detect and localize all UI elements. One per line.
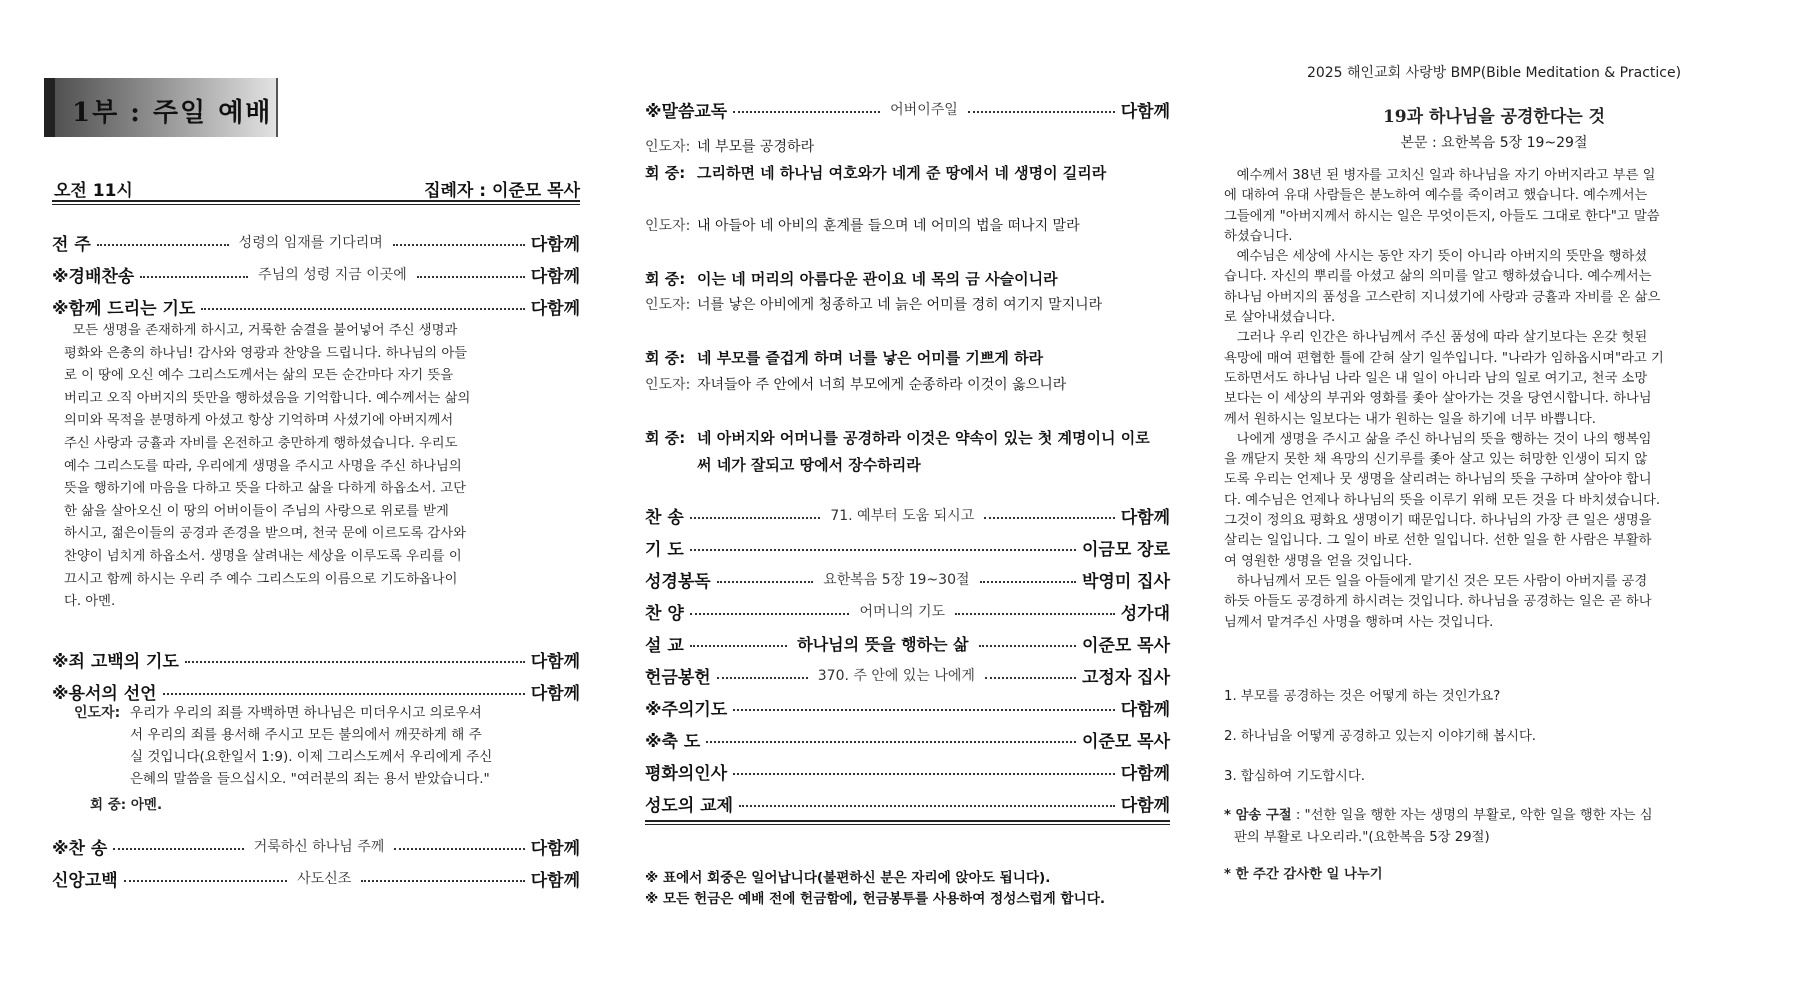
text-line: 뜻을 행하기에 마음을 다하고 뜻을 다하고 삶을 다하게 하옵소서. 고단 (64, 481, 466, 497)
text-line: 욕망에 매여 편협한 틀에 갇혀 살기 일쑤입니다. "나라가 임하옵시며"라고 기 (1224, 350, 1664, 366)
memory-label: * 암송 구절 (1224, 808, 1292, 823)
dot-leader (985, 677, 1076, 679)
order-row (52, 645, 580, 673)
litany-text: 네 부모를 공경하라 (697, 139, 815, 155)
litany-text: 이는 네 머리의 아름다운 관이요 네 목의 금 사슬이니라 (697, 270, 1058, 288)
row-label: 헌금봉헌 (645, 667, 711, 688)
litany-leader-line (645, 372, 1165, 399)
row-label: ※축 도 (645, 731, 701, 752)
row-value: 다함께 (530, 651, 580, 672)
dot-leader (980, 581, 1076, 583)
order-row (645, 501, 1170, 529)
litany-text: 너를 낳은 아비에게 청종하고 네 늙은 어미를 경히 여기지 말지니라 (697, 297, 1103, 313)
row-value: 다함께 (1120, 101, 1170, 122)
row-value: 다함께 (1120, 763, 1170, 784)
row-label: 성도의 교제 (645, 795, 734, 816)
memory-line-1: : "선한 일을 행한 자는 생명의 부활로, 악한 일을 행한 자는 심 (1291, 808, 1653, 823)
question-3: 3. 합심하여 기도합시다. (1224, 769, 1365, 784)
row-detail: 370. 주 안에 있는 나에게 (817, 668, 975, 684)
dot-leader (163, 693, 525, 695)
text-line: 에 대하여 유대 사람들은 분노하여 예수를 죽이려고 했습니다. 예수께서는 (1224, 188, 1648, 204)
order-row (52, 864, 580, 892)
speaker: 인도자: (645, 139, 691, 155)
order-row (52, 832, 580, 860)
row-detail: 어머니의 기도 (859, 604, 946, 620)
share-prompt: * 한 주간 감사한 일 나누기 (1224, 867, 1383, 882)
dot-leader (361, 880, 524, 882)
row-label: ※용서의 선언 (52, 683, 157, 704)
text-line: 보다는 이 세상의 부귀와 영화를 좇아 살아가는 것을 당연시합니다. 하나님 (1224, 391, 1652, 407)
litany-congregation-line (645, 266, 1165, 293)
order-row (52, 260, 580, 288)
row-value: 다함께 (530, 870, 580, 891)
litany-congregation-line (645, 345, 1165, 372)
order-row (645, 565, 1170, 593)
row-label: 설 교 (645, 635, 684, 656)
text-line: 님께서 맡겨주신 사명을 행하며 사는 것입니다. (1224, 614, 1494, 630)
row-value: 이금모 장로 (1081, 539, 1170, 560)
litany-text: 네 부모를 즐겁게 하며 너를 낳은 어미를 기쁘게 하라 (697, 349, 1044, 367)
note-line: ※ 표에서 회중은 일어납니다(불편하신 분은 자리에 앉아도 됩니다). (645, 870, 1051, 886)
text-line: 다. 아멘. (64, 594, 116, 610)
row-label: 신앙고백 (52, 870, 118, 891)
absolution-text (130, 702, 570, 790)
text-line: 께서 원하시는 일보다는 내가 원하는 일을 하기에 너무 바쁩니다. (1224, 411, 1597, 427)
row-detail: 하나님의 뜻을 행하는 삶 (797, 634, 969, 654)
row-label: 평화의인사 (645, 763, 728, 784)
dot-leader (717, 581, 813, 583)
dot-leader (140, 276, 248, 278)
row-value: 다함께 (530, 298, 580, 319)
note-line: ※ 모든 헌금은 예배 전에 헌금함에, 헌금봉투를 사용하여 정성스럽게 합니다. (645, 891, 1106, 907)
speaker: 인도자: (645, 377, 691, 393)
order-row (645, 789, 1170, 817)
row-value: 다함께 (530, 838, 581, 859)
litany-congregation-line (645, 160, 1165, 187)
speaker: 인도자: (645, 297, 691, 313)
text-line: 그것이 정의요 평화요 생명이기 때문입니다. 하나님의 가장 큰 일은 생명을 (1224, 513, 1652, 529)
dot-leader (690, 549, 1076, 551)
text-line: 로 살아내셨습니다. (1224, 310, 1336, 326)
order-row (645, 725, 1170, 753)
dot-leader (733, 111, 880, 113)
text-line: 살리는 일입니다. 그 일이 바로 선한 일입니다. 선한 일을 한 사람은 부활하 (1224, 533, 1652, 549)
row-value: 다함께 (1120, 507, 1171, 528)
dot-leader (97, 244, 229, 246)
text-line: 하듯 아들도 공경하게 하시려는 것입니다. 하나님을 공경하는 일은 곧 하나 (1224, 594, 1652, 610)
row-value: 이준모 목사 (1081, 635, 1171, 656)
text-line: 우리가 우리의 죄를 자백하면 하나님은 미더우시고 의로우셔 (130, 705, 482, 721)
row-value: 다함께 (530, 683, 580, 704)
text-line: 로 이 땅에 오신 예수 그리스도께서는 삶의 모든 순간마다 자기 뜻을 (64, 368, 454, 384)
speaker: 회 중: (645, 164, 686, 182)
dot-leader (113, 848, 243, 850)
row-detail: 거룩하신 하나님 주께 (253, 839, 385, 855)
dot-leader (979, 645, 1076, 647)
section-title-box (44, 78, 278, 137)
order-row (52, 292, 580, 320)
dot-leader (394, 848, 524, 850)
text-line: 예수께서 38년 된 병자를 고치신 일과 하나님을 자기 아버지라고 부른 일 (1224, 168, 1656, 183)
dot-leader (984, 517, 1115, 519)
study-header: 2025 해인교회 사랑방 BMP(Bible Meditation & Practice) (1306, 65, 1682, 81)
row-value: 다함께 (530, 234, 580, 255)
dot-leader (739, 805, 1115, 807)
row-label: ※찬 송 (52, 838, 108, 859)
row-value: 다함께 (530, 266, 580, 287)
litany-leader-line (645, 213, 1165, 240)
memory-verse (1224, 805, 1764, 849)
text-line: 그들에게 "아버지께서 하시는 일은 무엇이든지, 아들도 그대로 한다"고 말씀 (1224, 208, 1660, 224)
row-value: 다함께 (1120, 699, 1170, 720)
text-line: 하나님 아버지의 품성을 고스란히 지니셨기에 사랑과 긍휼과 자비를 온 삶으 (1224, 289, 1661, 305)
dot-leader (690, 517, 821, 519)
text-line: 예수님은 세상에 사시는 동안 자기 뜻이 아니라 아버지의 뜻만을 행하셨 (1224, 249, 1648, 265)
text-line: 실 것입니다(요한일서 1:9). 이제 그리스도께서 우리에게 주신 (130, 749, 493, 765)
text-line: 서 우리의 죄를 용서해 주시고 모든 불의에서 깨끗하게 해 주 (130, 727, 482, 743)
row-detail: 주님의 성령 지금 이곳에 (258, 267, 407, 283)
speaker: 인도자: (645, 218, 691, 234)
lesson-title: 19과 하나님을 공경한다는 것 (1382, 107, 1606, 127)
text-line: 버리고 오직 아버지의 뜻만을 행하셨음을 기억합니다. 예수께서는 삶의 (64, 390, 471, 406)
speaker: 회 중: (645, 349, 686, 367)
row-label: ※함께 드리는 기도 (52, 298, 196, 319)
text-line: 다. 예수님은 언제나 하나님의 뜻을 이루기 위해 모든 것을 다 바치셨습니다. (1224, 492, 1661, 508)
order-row (645, 629, 1170, 657)
dot-leader (201, 308, 524, 310)
speaker: 회 중: (645, 270, 686, 288)
title-accent-bar (44, 78, 55, 137)
text-line: 나에게 생명을 주시고 삶을 주신 하나님의 뜻을 행하는 것이 나의 행복임 (1224, 431, 1652, 447)
text-line: 찬양이 넘치게 하옵소서. 생명을 살려내는 세상을 이루도록 우리를 이 (64, 548, 462, 564)
row-label: 찬 양 (645, 603, 684, 624)
row-detail: 어버이주일 (890, 102, 958, 118)
notes (645, 868, 1170, 910)
row-label: 전 주 (52, 234, 91, 255)
dot-leader (417, 276, 525, 278)
order-row (645, 661, 1170, 689)
responsive-reading-row (645, 95, 1170, 123)
row-label: ※말씀교독 (645, 101, 728, 122)
question-1: 1. 부모를 공경하는 것은 어떻게 하는 것인가요? (1224, 689, 1501, 704)
row-detail: 요한복음 5장 19~30절 (823, 572, 970, 588)
order-row (645, 597, 1170, 625)
presider: 집례자 : 이준모 목사 (424, 181, 580, 201)
text-line: 하나님께서 모든 일을 아들에게 맡기신 것은 모든 사람이 아버지를 공경 (1224, 573, 1648, 589)
litany-congregation-line (645, 425, 1165, 479)
row-label: 성경봉독 (645, 571, 711, 592)
row-value: 성가대 (1120, 603, 1170, 624)
text-line: 끄시고 함께 하시는 우리 주 예수 그리스도의 이름으로 기도하옵나이 (64, 571, 458, 587)
dot-leader (706, 741, 1076, 743)
litany-leader-line (645, 292, 1165, 319)
litany-text: 자녀들아 주 안에서 너희 부모에게 순종하라 이것이 옳으니라 (697, 377, 1067, 393)
section-title: 1부 : 주일 예배 (72, 98, 273, 128)
text-line: 예수 그리스도를 따라, 우리에게 생명을 주시고 사명을 주신 하나님의 (64, 458, 462, 474)
dot-leader (690, 645, 787, 647)
text-line: 하시고, 젊은이들의 공경과 존경을 받으며, 천국 문에 이르도록 감사와 (64, 526, 466, 542)
row-detail: 성령의 임재를 기다리며 (238, 235, 383, 251)
litany-text: 내 아들아 네 아비의 훈계를 들으며 네 어미의 법을 떠나지 말라 (697, 218, 1080, 234)
text-line: 하셨습니다. (1224, 228, 1293, 244)
row-value: 박영미 집사 (1081, 571, 1171, 592)
dot-leader (968, 111, 1115, 113)
row-label: ※경배찬송 (52, 266, 135, 287)
order-row (645, 533, 1170, 561)
order-row (645, 757, 1170, 785)
dot-leader (733, 709, 1115, 711)
order-row (52, 228, 580, 256)
litany-leader-line (645, 134, 1165, 161)
text-line: 주신 사랑과 긍휼과 자비를 온전하고 충만하게 행하셨습니다. 우리도 (64, 435, 458, 451)
row-label: ※죄 고백의 기도 (52, 651, 179, 672)
dot-leader (690, 613, 850, 615)
dot-leader (124, 880, 287, 882)
text-line: 은혜의 말씀을 들으십시오. "여러분의 죄는 용서 받았습니다." (130, 771, 490, 787)
order-row (645, 693, 1170, 721)
litany-text: 그리하면 네 하나님 여호와가 네게 준 땅에서 네 생명이 길리라 (697, 164, 1107, 182)
service-time: 오전 11시 (54, 181, 133, 201)
header-rule (52, 200, 580, 205)
order-row (52, 677, 580, 705)
dot-leader (185, 661, 525, 663)
text-line: 습니다. 자신의 뿌리를 아셨고 삶의 의미를 알고 행하셨습니다. 예수께서는 (1224, 269, 1652, 285)
row-detail: 71. 예부터 도움 되시고 (830, 508, 975, 524)
text-line: 평화와 은총의 하나님! 감사와 영광과 찬양을 드립니다. 하나님의 아들 (64, 345, 468, 361)
absolution-congregation: 회 중: 아멘. (90, 797, 163, 813)
row-value: 이준모 목사 (1081, 731, 1170, 752)
row-value: 고정자 집사 (1081, 667, 1170, 688)
row-detail: 사도신조 (297, 871, 352, 887)
speaker: 회 중: (645, 429, 686, 447)
dot-leader (733, 773, 1115, 775)
lesson-scripture: 본문 : 요한복음 5장 19~29절 (1400, 135, 1588, 151)
dot-leader (955, 613, 1115, 615)
text-line: 모든 생명을 존재하게 하시고, 거룩한 숨결을 불어넣어 주신 생명과 (64, 323, 458, 338)
row-value: 다함께 (1120, 795, 1170, 816)
memory-line-2: 판의 부활로 나오리라."(요한복음 5장 29절) (1234, 830, 1490, 845)
text-line: 의미와 목적을 분명하게 아셨고 항상 기억하며 사셨기에 아버지께서 (64, 413, 454, 429)
dot-leader (393, 244, 525, 246)
row-label: 찬 송 (645, 507, 684, 528)
notes-rule (645, 820, 1170, 825)
dot-leader (717, 677, 808, 679)
row-label: ※주의기도 (645, 699, 728, 720)
text-line: 한 삶을 살아오신 이 땅의 어버이들이 주님의 사랑으로 위로를 받게 (64, 503, 449, 519)
litany-text: 네 아버지와 어머니를 공경하라 이것은 약속이 있는 첫 계명이니 이로써 네가 잘되고 땅에서 장수하리라 (697, 429, 1150, 474)
text-line: 그러나 우리 인간은 하나님께서 주신 품성에 따라 살기보다는 온갖 헛된 (1224, 330, 1648, 346)
text-line: 도하면서도 하나님 나라 일은 내 일이 아니라 남의 일로 여기고, 천국 소망 (1224, 370, 1648, 386)
question-2: 2. 하나님을 어떻게 공경하고 있는지 이야기해 봅시다. (1224, 729, 1537, 744)
text-line: 여 영원한 생명을 얻을 것입니다. (1224, 553, 1413, 569)
absolution-leader: 인도자: (74, 705, 121, 721)
text-line: 을 깨닫지 못한 채 욕망의 신기루를 좇아 살고 있는 허망한 인생이 되지 않 (1224, 452, 1648, 468)
lesson-body (1224, 166, 1764, 633)
row-label: 기 도 (645, 539, 684, 560)
text-line: 도록 우리는 언제나 뭇 생명을 살리려는 하나님의 뜻을 구하며 살아야 합니 (1224, 472, 1652, 488)
opening-prayer (64, 320, 569, 614)
